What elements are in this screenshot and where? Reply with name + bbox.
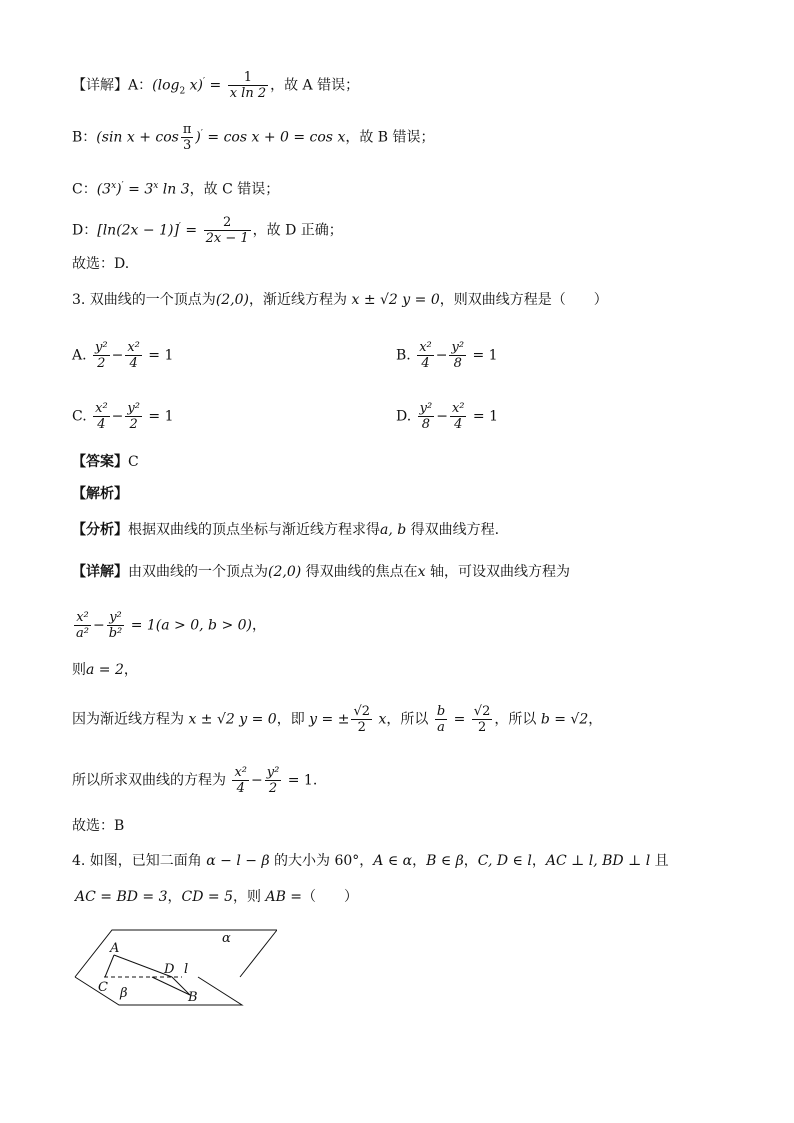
option-b[interactable]: B. $\frac{\text{x²}}{4}$ − $\frac{\text{y²}}{8}$ = 1 — [396, 340, 498, 371]
label-l: l — [184, 962, 189, 977]
fraction: $\frac{2}{2x - 1}$ — [205, 215, 249, 246]
option-a[interactable]: A. $\frac{\text{y²}}{2}$ − $\frac{\text{x²}}{4}$ = 1 — [72, 340, 174, 371]
choose-d: 故选：D. — [72, 256, 130, 272]
dihedral-angle-figure — [72, 925, 277, 1007]
label-a: A — [110, 941, 120, 956]
question-4: 4. 如图，已知二面角 α − l − β 的大小为 60°，A ∈ α，B ∈ β，C, D ∈ l，AC ⊥ l, BD ⊥ l 且 — [72, 853, 669, 869]
so-equation: 所以所求双曲线的方程为 $\frac{\text{x²}}{4}$ − $\frac{\text{y²}}{2}$ = 1. — [72, 765, 318, 796]
option-d[interactable]: D. $\frac{\text{y²}}{8}$ − $\frac{\text{x²}}{4}$ = 1 — [396, 401, 499, 432]
detail-d-line: D：[ln(2x − 1)]′ = $\frac{2}{2x - 1}$ ，故 D 正确； — [72, 215, 343, 246]
question-3: 3. 双曲线的一个顶点为(2,0)，渐近线方程为 x ± √2 y = 0，则双曲线方程是（ ） — [72, 292, 608, 308]
fraction: $\frac{1}{\text{x ln 2}}$ — [229, 70, 267, 101]
analysis: 【分析】根据双曲线的顶点坐标与渐近线方程求得a, b 得双曲线方程. — [72, 522, 500, 538]
label-beta: β — [120, 986, 128, 1001]
general-equation: $\frac{\text{x²}}{\text{a²}}$ − $\frac{\text{y²}}{\text{b²}}$ = 1(a > 0, b > 0)， — [76, 610, 266, 641]
plane-alpha — [75, 930, 277, 977]
label-d: D — [164, 962, 175, 977]
detail-tag: 【详解】A： — [72, 77, 153, 94]
detail-2: 【详解】由双曲线的一个顶点为(2,0) 得双曲线的焦点在x 轴，可设双曲线方程为 — [72, 564, 571, 580]
option-c[interactable]: C. $\frac{\text{x²}}{4}$ − $\frac{\text{y²}}{2}$ = 1 — [72, 401, 174, 432]
detail-b-line: B：(sin x + cos $\frac{\pi}{3}$ )′ = cos x + 0 = cos x，故 B 错误； — [72, 122, 435, 153]
detail-a-line: 【详解】A：($\log_2$ x)′ = $\frac{1}{\text{x ln 2}}$ ，故 A 错误； — [72, 70, 360, 101]
label-c: C — [98, 980, 108, 995]
label-alpha: α — [222, 931, 231, 946]
fraction: $\frac{\pi}{3}$ — [182, 122, 192, 153]
segment-ab-lower — [152, 977, 190, 995]
choose-b: 故选：B — [72, 818, 125, 834]
label-b: B — [188, 990, 198, 1005]
detail-c-line: C：$(3^x)' = 3^x$ ln 3，故 C 错误； — [72, 181, 280, 198]
then-a: 则a = 2， — [72, 662, 138, 678]
segment-ac — [105, 955, 114, 977]
analysis-tag: 【解析】 — [72, 486, 128, 502]
question-4-line-2: AC = BD = 3，CD = 5，则 AB =（ ） — [75, 889, 359, 905]
answer: 【答案】C — [72, 454, 139, 470]
because-line: 因为渐近线方程为 x ± √2 y = 0，即 y = ± $\frac{√2}{2}$ x，所以 $\frac{b}{a}$ = $\frac{√2}{2}$ ，所以 b = √2， — [72, 704, 603, 735]
